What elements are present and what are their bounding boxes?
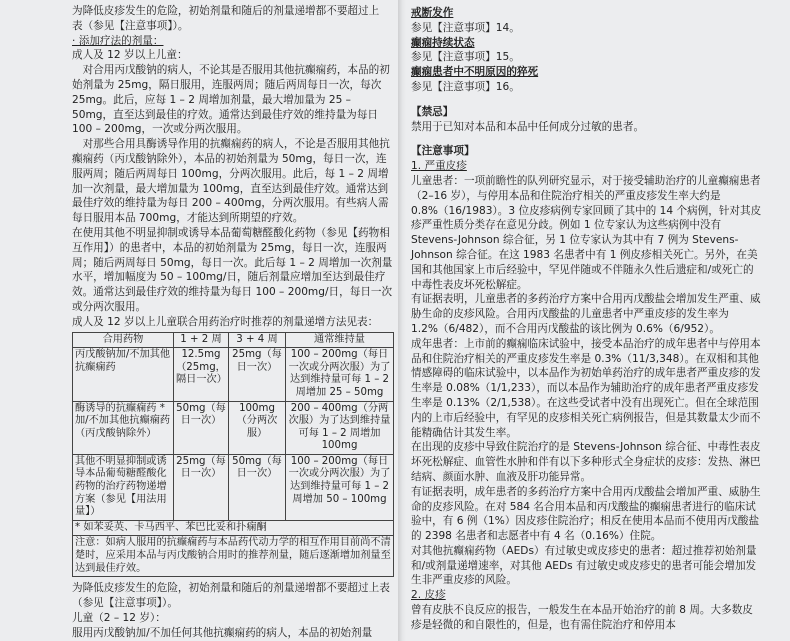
table-cell: 100 – 200mg（每日一次或分两次服）为了达到维持量可每 1 – 2 周增加 25 – 50mg	[286, 348, 394, 401]
pediatric-valproate-paragraph: 有证据表明，儿童患者的多药治疗方案中合用丙戊酸盐会增加发生严重、威胁生命的皮疹风险。合用丙戊酸盐的儿童患者中严重皮疹的发生率为 1.2%（6/482），而不合用丙戊酸盐的该比例为 0.6%（6/952）。	[411, 293, 761, 335]
table-caption: 成人及 12 岁以上儿童联合用药治疗时推荐的剂量递增方法见表：	[72, 315, 379, 328]
valproate-paragraph: 对合用丙戊酸钠的病人，不论其是否服用其他抗癫痫药，本品的初始剂量为 25mg，隔日服用，连服两周；随后两周每日一次，每次 25mg。此后，应每 1 – 2 周增加剂量，最大增加量为 25 – 50mg，直至达到最佳的疗效。通常达到最佳疗效的维持量为每日 100 – 200mg，一次或分两次服用。	[72, 64, 390, 136]
status-epilepticus-ref: 参见【注意事项】15。	[411, 51, 520, 64]
add-therapy-title: · 添加疗法的剂量：	[72, 34, 164, 47]
table-cell: 其他不明显抑制或诱导本品葡萄糖醛酸化药物的治疗药物递增方案（参见【用法用量】）	[73, 454, 174, 520]
withdrawal-seizure-title: 戒断发作	[411, 7, 454, 19]
table-cell: 50mg（每日一次）	[174, 401, 229, 454]
table-cell: 100mg（分两次服）	[229, 401, 286, 454]
cut-off-line: 服用丙戊酸钠加/不加任何其他抗癫痫药的病人，本品的初始剂量	[72, 626, 373, 639]
table-header: 合用药物	[73, 332, 174, 348]
enzyme-inducer-paragraph: 对那些合用具酶诱导作用的抗癫痫药的病人，不论是否服用其他抗癫痫药（丙戊酸钠除外），本品的初始剂量为 50mg，每日一次，连服两周；随后两周每日 100mg，分两次服用。此后，每 1 – 2 周增加一次剂量，最大增加量为 100mg，直至达到最佳疗效。通常达到最佳疗效的维持量为每日 200 – 400mg，分两次服用。有些病人需每日服用本品 700mg，才能达到所期望的疗效。	[72, 138, 390, 225]
status-epilepticus-title: 癫痫持续状态	[411, 36, 475, 49]
aed-allergy-paragraph: 对其他抗癫痫药物（AEDs）有过敏史或皮疹史的患者：超过推荐初始剂量和/或剂量递增速率，对其他 AEDs 有过敏史或皮疹史的患者可能会增加发生非严重皮疹的风险。	[411, 544, 757, 587]
left-column	[72, 4, 394, 640]
rash-risk-note: 为降低皮疹发生的危险，初始剂量和随后的剂量递增都不要超过上表（参见【注意事项】）。	[72, 582, 390, 610]
adult-valproate-paragraph: 有证据表明，成年患者的多药治疗方案中合用丙戊酸盐会增加严重、威胁生命的皮疹风险。在对 584 名合用本品和丙戊酸盐的癫痫患者进行的临床试验中，有 6 例（1%）因皮疹住院治疗；相反在使用本品而不使用丙戊酸盐的 2398 名患者和志愿者中有 4 名（0.16%）住院。	[411, 485, 761, 543]
table-note-row	[73, 536, 394, 577]
pediatric-paragraph: 儿童患者：一项前瞻性的队列研究显示，对于接受辅助治疗的儿童癫痫患者（2–16 岁），与停用本品和住院治疗相关的严重皮疹发生率大约是 0.8%（16/1983）。3 位皮疹病例专家回顾了其中的 14 个病例，针对其皮疹严重性质分类存在意见分歧。例如 1 位专家认为这些病例中没有 Stevens-Johnson 综合征，另 1 位专家认为其中有 7 例为 Stevens-Johnson 综合征。在这 1983 名患者中有 1 例皮疹相关死亡。另外，在美国和其他国家上市后经验中，罕见伴随或不伴随永久性后遗症和/或死亡的中毒性表皮坏死松解症。	[411, 174, 762, 291]
table-footnote: * 如苯妥英、卡马西平、苯巴比妥和扑痫酮	[73, 520, 394, 536]
hospitalization-paragraph: 在出现的皮疹中导致住院治疗的是 Stevens-Johnson 综合征、中毒性表皮坏死松解症、血管性水肿和伴有以下多种形式全身症状的皮疹：发热、淋巴结病、颜面水肿、血液及肝功能异常。	[411, 441, 761, 483]
table-header: 3 + 4 周	[229, 332, 286, 348]
rash-title: 2. 皮疹	[411, 589, 446, 602]
table-header: 通常维持量	[286, 332, 394, 348]
table-note: 注意：如病人服用的抗癫痫药与本品药代动力学的相互作用目前尚不清楚时，应采用本品与丙戊酸钠合用时的推荐剂量，随后逐渐增加剂量至达到最佳疗效。	[73, 536, 394, 577]
withdrawal-seizure-ref: 参见【注意事项】14。	[411, 21, 520, 34]
page-fold	[398, 0, 406, 641]
sudep-title: 癫痫患者中不明原因的猝死	[411, 66, 539, 79]
rash-paragraph: 曾有皮肤不良反应的报告，一般发生在本品开始治疗的前 8 周。大多数皮疹是轻微的和自限性的，但是，也有需住院治疗和停用本	[411, 604, 753, 631]
contraindications-text: 禁用于已知对本品和本品中任何成分过敏的患者。	[411, 120, 645, 133]
table-cell: 25mg（每日一次）	[174, 454, 229, 520]
table-row	[73, 401, 394, 454]
continued-text: 为降低皮疹发生的危险，初始剂量和随后的剂量递增都不要超过上	[72, 5, 380, 17]
right-column	[411, 6, 763, 633]
table-cell: 25mg（每日一次）	[229, 348, 286, 401]
table-cell: 100 – 200mg（每日一次或分两次服）为了达到维持量可每 1 – 2 周增加 50 – 100mg	[286, 454, 394, 520]
table-header-row	[73, 332, 394, 348]
dose-escalation-table	[72, 332, 394, 578]
precautions-title: 【注意事项】	[411, 145, 475, 158]
adult-title: 成人及 12 岁以上儿童：	[72, 49, 188, 62]
contraindications-title: 【禁忌】	[411, 105, 454, 118]
table-cell: 酶诱导的抗癫痫药 * 加/不加其他抗癫痫药（丙戊酸钠除外）	[73, 401, 174, 454]
table-cell: 12.5mg（25mg，隔日一次）	[174, 348, 229, 401]
table-header: 1 + 2 周	[174, 332, 229, 348]
sudep-ref: 参见【注意事项】16。	[411, 80, 520, 93]
table-cell: 200 – 400mg（分两次服）为了达到维持量可每 1 – 2 周增加 100mg	[286, 401, 394, 454]
table-row	[73, 454, 394, 520]
continued-text-end: 表（参见【注意事项】）。	[72, 19, 189, 32]
table-row	[73, 348, 394, 401]
table-footnote-row	[73, 520, 394, 536]
table-cell: 丙戊酸钠加/不加其他抗癫痫药	[73, 348, 174, 401]
serious-rash-title: 1. 严重皮疹	[411, 160, 467, 173]
other-drugs-paragraph: 在使用其他不明显抑制或诱导本品葡萄糖醛酸化药物（参见【药物相互作用】）的患者中，本品的初始剂量为 25mg，每日一次，连服两周；随后两周每日 50mg，每日一次。此后每 1 – 2 周增加一次剂量水平，增加幅度为 50 – 100mg/日，随后剂量应增加至达到最佳疗效。通常达到最佳疗效的维持量为每日 100 – 200mg/日，每日一次或分两次服用。	[72, 226, 393, 313]
adult-paragraph: 成年患者：上市前的癫痫临床试验中，接受本品治疗的成年患者中与停用本品和住院治疗相关的严重皮疹发生率是 0.3%（11/3,348）。在双相和其他情感障碍的临床试验中，以本品作为初始单药治疗的成年患者严重皮疹的发生率是 0.08%（1/1,233），而以本品作为辅助治疗的成年患者严重皮疹发生率是 0.13%（2/1,538）。在这些受试者中没有出现死亡。但在全球范围内的上市后经验中，有罕见的皮疹相关死亡病例报告，但是其数量太少而不能精确估计其发生率。	[411, 337, 761, 439]
child-title: 儿童（2 – 12 岁）：	[72, 611, 166, 624]
table-cell: 50mg（每日一次）	[229, 454, 286, 520]
